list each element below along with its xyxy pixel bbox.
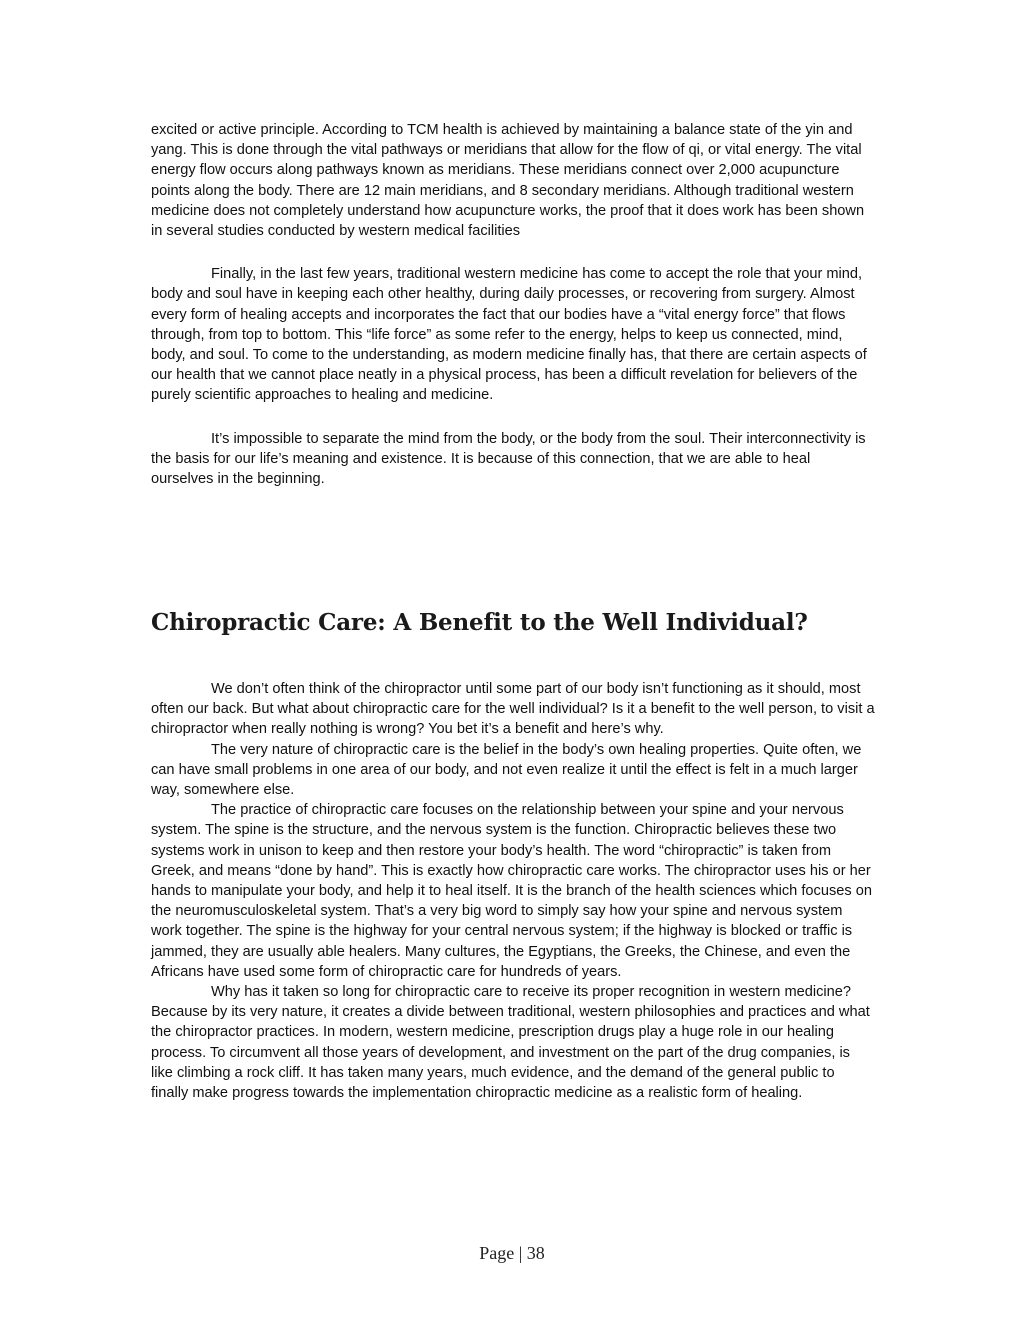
section-body-top <box>151 120 875 489</box>
paragraph-chiro-nature: The very nature of chiropractic care is the belief in the body’s own healing properties. Quite often, we can have small problems in one area of our body, and not even realize it until the effect is felt in a much larger way, somewhere else. <box>151 741 862 799</box>
section-heading: Chiropractic Care: A Benefit to the Well Individual? <box>151 609 808 636</box>
paragraph-mind-body: It’s impossible to separate the mind from the body, or the body from the soul. Their interconnectivity is the basis for our life’s meaning and existence. It is because of this connection, that we are able to heal ourselves in the beginning. <box>151 430 866 488</box>
paragraph-chiro-practice: The practice of chiropractic care focuses on the relationship between your spine and your nervous system. The spine is the structure, and the nervous system is the function. Chiropractic believes these two systems work in unison to keep and then restore your body’s health. The word “chiropractic” is taken from Greek, and means “done by hand”. This is exactly how chiropractic care works. The chiropractor uses his or her hands to manipulate your body, and help it to heal itself. It is the branch of the health sciences which focuses on the neuromusculoskeletal system. That’s a very big word to simply say how your spine and nervous system work together. The spine is the highway for your central nervous system; if the highway is blocked or traffic is jammed, they are usually able healers. Many cultures, the Egyptians, the Greeks, the Chinese, and even the Africans have used some form of chiropractic care for hundreds of years. <box>151 802 872 980</box>
page-number: Page | 38 <box>479 1243 545 1263</box>
paragraph-tcm-continuation: excited or active principle. According to TCM health is achieved by maintaining a balance state of the yin and yang. This is done through the vital pathways or meridians that allow for the flow of qi, or vital energy. The vital energy flow occurs along pathways known as meridians. These meridians connect over 2,000 acupuncture points along the body. There are 12 main meridians, and 8 secondary meridians. Although traditional western medicine does not completely understand how acupuncture works, the proof that it does work has been shown in several studies conducted by western medical facilities <box>151 122 865 240</box>
paragraph-chiro-intro: We don’t often think of the chiropractor until some part of our body isn’t functioning as it should, most often our back. But what about chiropractic care for the well individual? Is it a benefit to the well person, to visit a chiropractor when really nothing is wrong? You bet it’s a benefit and here’s why. <box>151 681 875 738</box>
paragraph-western-medicine: Finally, in the last few years, traditional western medicine has come to accept the role that your mind, body and soul have in keeping each other healthy, during daily processes, or recovering from surgery. Almost every form of healing accepts and incorporates the fact that our bodies have a “vital energy force” that flows through, from top to bottom. This “life force” as some refer to the energy, helps to keep us connected, mind, body, and soul. To come to the understanding, as modern medicine finally has, that there are certain aspects of our health that we cannot place neatly in a physical process, has been a difficult revelation for believers of the purely scientific approaches to healing and medicine. <box>151 266 867 404</box>
paragraph-chiro-recognition: Why has it taken so long for chiropractic care to receive its proper recognition in western medicine? Because by its very nature, it creates a divide between traditional, western philosophies and practices and what the chiropractor practices. In modern, western medicine, prescription drugs play a huge role in our healing process. To circumvent all those years of development, and investment on the part of the drug companies, is like climbing a rock cliff. It has taken many years, much evidence, and the demand of the general public to finally make progress towards the implementation chiropractic medicine as a realistic form of healing. <box>151 984 870 1102</box>
section-body-chiropractic <box>151 679 875 1103</box>
